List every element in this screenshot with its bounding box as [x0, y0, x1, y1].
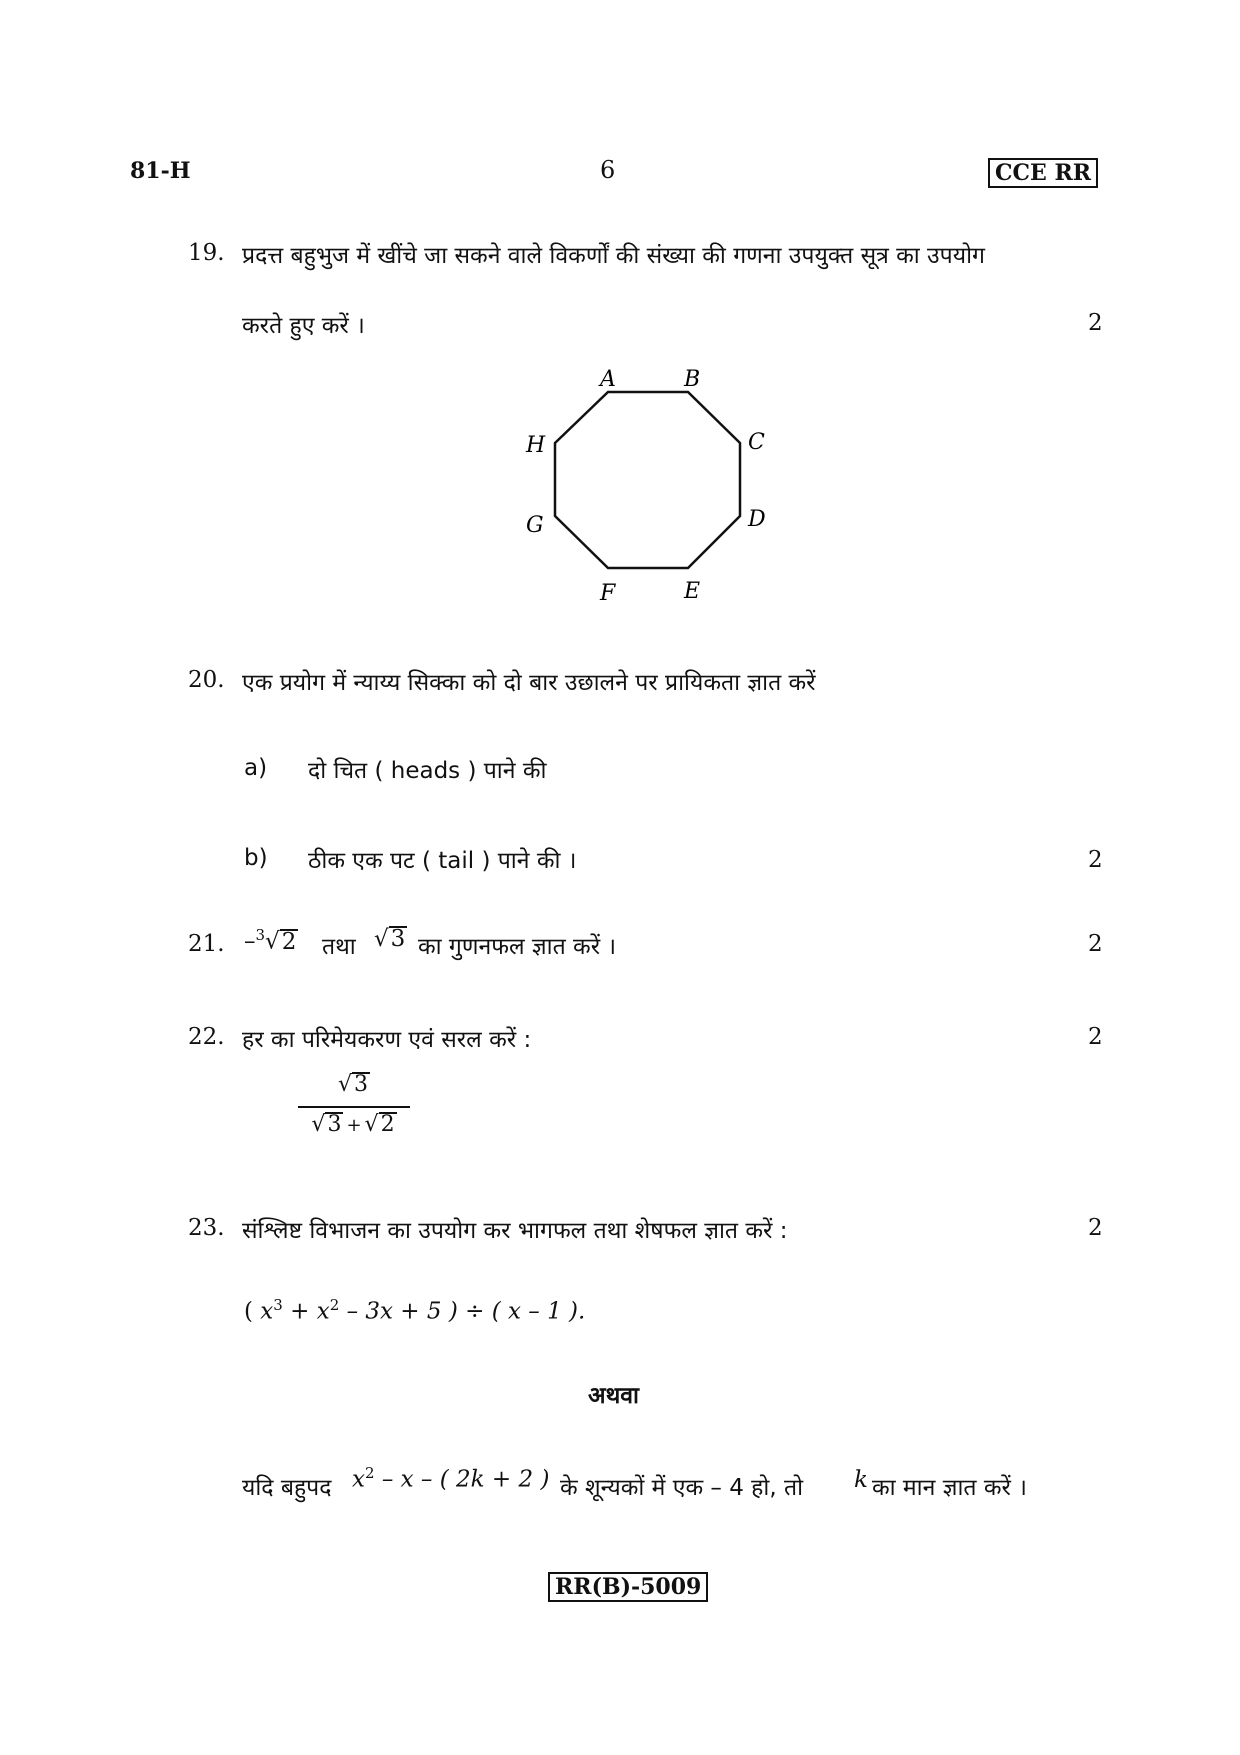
- vertex-label-d: D: [748, 507, 766, 532]
- q22-numerator: √3: [337, 1072, 369, 1097]
- q21-number: 21.: [188, 931, 225, 957]
- q21-sqrt: √3: [374, 926, 406, 952]
- q22-number: 22.: [188, 1024, 225, 1050]
- q19-text-line2: करते हुए करें ।: [242, 313, 365, 339]
- q21-minus-radical: –: [244, 928, 256, 955]
- vertex-label-f: F: [600, 581, 616, 606]
- q21-tail-text: का गुणनफल ज्ञात करें ।: [418, 934, 617, 960]
- q22-text: हर का परिमेयकरण एवं सरल करें :: [242, 1027, 532, 1053]
- q23-marks: 2: [1088, 1215, 1103, 1241]
- q22-denominator: √3 + √2: [311, 1112, 395, 1137]
- q21-radicand-2: 3: [390, 926, 406, 952]
- q21-expression: –$^3$√2: [244, 926, 297, 955]
- q20-part-b-label: b): [244, 845, 268, 871]
- q23-number: 23.: [188, 1215, 225, 1241]
- q21-mid-text: तथा: [322, 934, 356, 960]
- octagon-shape: [555, 392, 740, 568]
- q23-alt-middle: के शून्यकों में एक – 4 हो, तो: [560, 1475, 804, 1501]
- q20-number: 20.: [188, 667, 225, 693]
- vertex-label-b: B: [684, 367, 701, 392]
- q23-text: संश्लिष्ट विभाजन का उपयोग कर भागफल तथा शेषफल ज्ञात करें :: [242, 1218, 788, 1244]
- q20-part-a-text: दो चित ( heads ) पाने की: [308, 758, 547, 784]
- page-number: 6: [600, 156, 616, 184]
- q23-alt-k: k: [854, 1467, 868, 1493]
- vertex-label-g: G: [526, 513, 544, 538]
- q22-marks: 2: [1088, 1024, 1103, 1050]
- q20-text: एक प्रयोग में न्याय्य सिक्का को दो बार उछालने पर प्रायिकता ज्ञात करें: [242, 670, 816, 696]
- q23-expression: ( $x^3 + x^2 - 3x + 5$ ) ÷ ( x – 1 ).: [244, 1296, 586, 1325]
- vertex-label-a: A: [600, 367, 616, 392]
- q23-alt-polynomial: $x^2$ – x – ( 2k + 2 ): [352, 1464, 550, 1493]
- q20-part-a-label: a): [244, 755, 268, 781]
- q19-marks: 2: [1088, 310, 1103, 336]
- or-separator: अथवा: [588, 1383, 640, 1409]
- q19-number: 19.: [188, 240, 225, 266]
- vertex-label-h: H: [526, 433, 546, 458]
- q23-alt-prefix: यदि बहुपद: [242, 1475, 332, 1501]
- vertex-label-e: E: [684, 579, 701, 604]
- q21-radicand-1: 2: [281, 928, 297, 955]
- q23-alt-tail: का मान ज्ञात करें ।: [872, 1475, 1027, 1501]
- q20-marks: 2: [1088, 847, 1103, 873]
- q21-cube-index: 3: [255, 926, 266, 944]
- series-box: CCE RR: [988, 158, 1098, 188]
- q19-text-line1: प्रदत्त बहुभुज में खींचे जा सकने वाले विकर्णों की संख्या की गणना उपयुक्त सूत्र का उपयोग: [242, 243, 985, 269]
- paper-code: 81-H: [130, 158, 191, 184]
- q22-fraction: [298, 1072, 410, 1137]
- octagon-diagram: [500, 360, 800, 620]
- q20-part-b-text: ठीक एक पट ( tail ) पाने की ।: [308, 848, 577, 874]
- q21-marks: 2: [1088, 931, 1103, 957]
- footer-code-box: RR(B)-5009: [548, 1572, 708, 1602]
- vertex-label-c: C: [748, 430, 765, 455]
